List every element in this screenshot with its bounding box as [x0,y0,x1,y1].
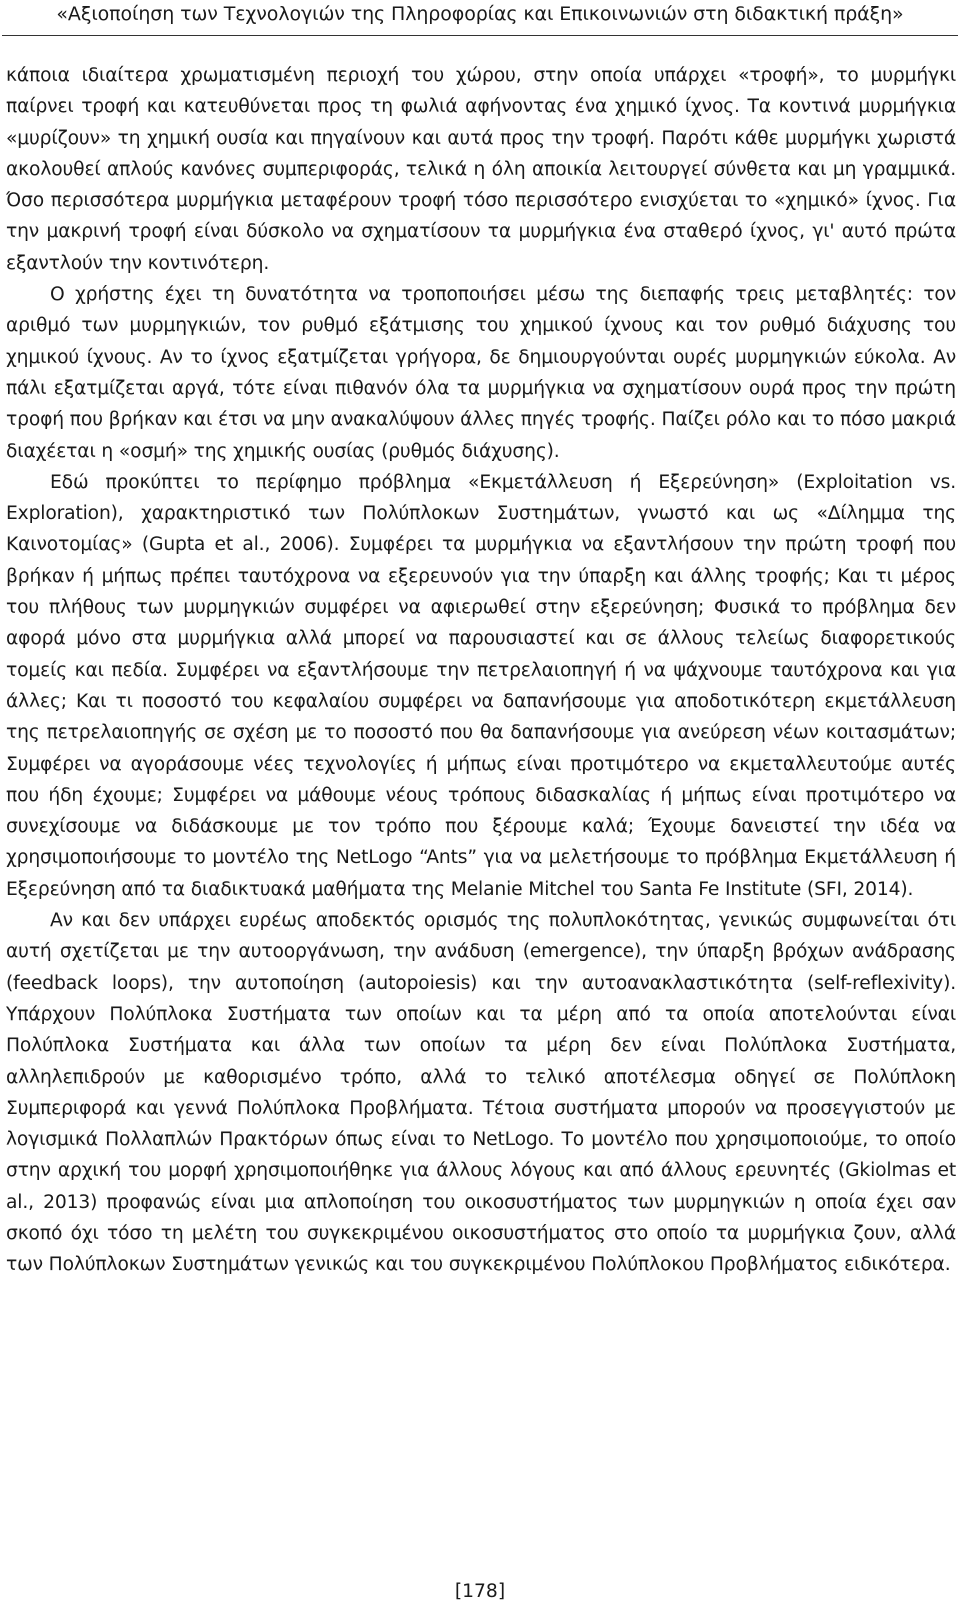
header-divider [2,35,958,36]
paragraph-1: κάποια ιδιαίτερα χρωματισμένη περιοχή του χώρου, στην οποία υπάρχει «τροφή», το μυρμήγκι παίρνει τροφή και κατευθύνεται προς τη φωλιά αφήνοντας ένα χημικό ίχνος. Τα κοντινά μυρμήγκια «μυρίζουν» τη χημική ουσία και πηγαίνουν και αυτά προς την τροφή. Παρότι κάθε μυρμήγκι χωριστά ακολουθεί απλούς κανόνες συμπεριφοράς, τελικά η όλη αποικία λειτουργεί σύνθετα και μη γραμμικά. Όσο περισσότερα μυρμήγκια μεταφέρουν τροφή τόσο περισσότερο ενισχύεται το «χημικό» ίχνος. Για την μακρινή τροφή είναι δύσκολο να σχηματίσουν τα μυρμήγκια ένα σταθερό ίχνος, γι' αυτό πρώτα εξαντλούν την κοντινότερη. [6,65,956,274]
paragraph-3: Εδώ προκύπτει το περίφημο πρόβλημα «Εκμετάλλευση ή Εξερεύνηση» (Exploitation vs. Exploration), χαρακτηριστικό των Πολύπλοκων Συστημάτων, γνωστό και ως «Δίλημμα της Καινοτομίας» (Gupta et al., 2006). Συμφέρει τα μυρμήγκια να εξαντλήσουν την πρώτη τροφή που βρήκαν ή μήπως πρέπει ταυτόχρονα να εξερευνούν για την ύπαρξη και άλλης τροφής; Και τι μέρος του πλήθους των μυρμηγκιών συμφέρει να αφιερωθεί στην εξερεύνηση; Φυσικά το πρόβλημα δεν αφορά μόνο στα μυρμήγκια αλλά μπορεί να παρουσιαστεί και σε άλλους τελείως διαφορετικούς τομείς και πεδία. Συμφέρει να εξαντλήσουμε την πετρελαιοπηγή ή να ψάχνουμε ταυτόχρονα και για άλλες; Και τι ποσοστό του κεφαλαίου συμφέρει να δαπανήσουμε για αποδοτικότερη εκμετάλλευση της πετρελαιοπηγής σε σχέση με το ποσοστό που θα δαπανήσουμε για ανεύρεση νέων κοιτασμάτων; Συμφέρει να αγοράσουμε νέες τεχνολογίες ή μήπως είναι προτιμότερο να εκμεταλλευτούμε αυτές που ήδη έχουμε; Συμφέρει να μάθουμε νέους τρόπους διδασκαλίας ή μήπως είναι προτιμότερο να συνεχίσουμε να διδάσκουμε με τον τρόπο που ξέρουμε καλά; Έχουμε δανειστεί την ιδέα να χρησιμοποιήσουμε το μοντέλο της NetLogo “Ants” για να μελετήσουμε το πρόβλημα Εκμετάλλευση ή Εξερεύνηση από τα διαδικτυακά μαθήματα της Melanie Mitchel του Santa Fe Institute (SFI, 2014). [6,471,956,900]
paragraph-2: Ο χρήστης έχει τη δυνατότητα να τροποποιήσει μέσω της διεπαφής τρεις μεταβλητές: τον αριθμό των μυρμηγκιών, τον ρυθμό εξάτμισης του χημικού ίχνους και τον ρυθμό διάχυσης του χημικού ίχνους. Αν το ίχνος εξατμίζεται γρήγορα, δε δημιουργούνται ουρές μυρμηγκιών εύκολα. Αν πάλι εξατμίζεται αργά, τότε είναι πιθανόν όλα τα μυρμήγκια να σχηματίσουν ουρά προς την πρώτη τροφή που βρήκαν και έτσι να μην ανακαλύψουν άλλες πηγές τροφής. Παίζει ρόλο και το πόσο μακριά διαχέεται η «οσμή» της χημικής ουσίας (ρυθμός διάχυσης). [6,284,956,462]
body-text [6,60,956,1281]
paragraph-4: Αν και δεν υπάρχει ευρέως αποδεκτός ορισμός της πολυπλοκότητας, γενικώς συμφωνείται ότι αυτή σχετίζεται με την αυτοοργάνωση, την ανάδυση (emergence), την ύπαρξη βρόχων ανάδρασης (feedback loops), την αυτοποίηση (autopoiesis) και την αυτοανακλαστικότητα (self-reflexivity). Υπάρχουν Πολύπλοκα Συστήματα των οποίων και τα μέρη από τα οποία αποτελούνται είναι Πολύπλοκα Συστήματα και άλλα των οποίων τα μέρη δεν είναι Πολύπλοκα Συστήματα, αλληλεπιδρούν με καθορισμένο τρόπο, αλλά το τελικό αποτέλεσμα οδηγεί σε Πολύπλοκη Συμπεριφορά και γεννά Πολύπλοκα Προβλήματα. Τέτοια συστήματα μπορούν να προσεγγιστούν με λογισμικά Πολλαπλών Πρακτόρων όπως είναι το NetLogo. Το μοντέλο που χρησιμοποιούμε, το οποίο στην αρχική του μορφή χρησιμοποιήθηκε για άλλους λόγους και από άλλους ερευνητές (Gkiolmas et al., 2013) προφανώς είναι μια απλοποίηση του οικοσυστήματος των μυρμηγκιών η οποία έχει σαν σκοπό όχι τόσο τη μελέτη του συγκεκριμένου οικοσυστήματος στο οποίο τα μυρμήγκια ζουν, αλλά των Πολύπλοκων Συστημάτων γενικώς και του συγκεκριμένου Πολύπλοκου Προβλήματος ειδικότερα. [6,910,956,1276]
running-header: «Αξιοποίηση των Τεχνολογιών της Πληροφορίας και Επικοινωνιών στη διδακτική πράξη» [56,3,904,25]
page-number: [178] [454,1581,506,1602]
